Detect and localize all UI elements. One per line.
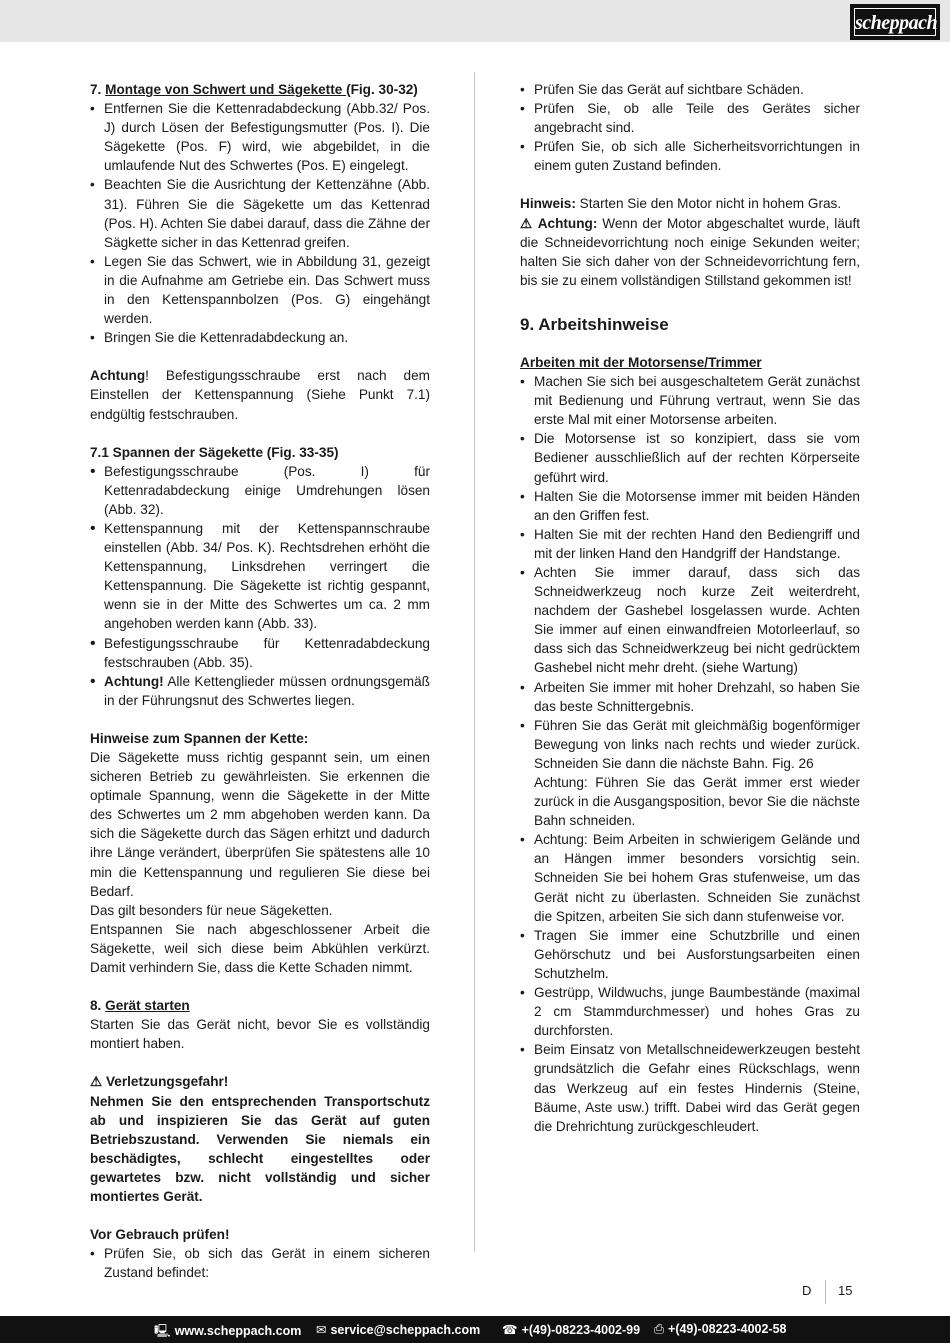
list-item: • Tragen Sie immer eine Schutzbrille und einen Gehörschutz und bei Ausforstungsarbeiten einen Schutzhelm. [520, 926, 860, 983]
fax-icon: ⎙ [654, 1322, 665, 1336]
paragraph: Das gilt besonders für neue Sägeketten. [90, 902, 333, 918]
hinweis-note: Hinweis: Starten Sie den Motor nicht in hohem Gras. [520, 196, 842, 212]
list-item: • Machen Sie sich bei ausgeschaltetem Gerät zunächst mit Bedienung und Führung vertraut, wenn Sie das erste Mal mit einer Motorsense arbeiten. [520, 372, 860, 429]
page-number: 15 [838, 1283, 853, 1298]
brand-logo [850, 4, 940, 40]
list-item: • Achtung! Alle Kettenglieder müssen ordnungsgemäß in der Führungsnut des Schwertes liegen. [90, 672, 430, 710]
list-item: • Halten Sie mit der rechten Hand den Bediengriff und mit der linken Hand den Handgriff der Handstange. [520, 525, 860, 563]
footer-phone-number: +(49)-08223-4002-99 [521, 1323, 641, 1337]
footer-phone [502, 1322, 640, 1337]
list-item: • Gestrüpp, Wildwuchs, junge Baumbestände (maximal 2 cm Stammdurchmesser) und hohes Gras zu durchforsten. [520, 983, 860, 1040]
column-divider [474, 72, 475, 1252]
hinweise-heading: Hinweise zum Spannen der Kette: [90, 730, 309, 746]
list-item: • Die Motorsense ist so konzipiert, dass sie vom Bediener ausschließlich auf der rechten Körperseite geführt wird. [520, 429, 860, 486]
header-bar [0, 0, 950, 42]
warning-heading: ⚠ Verletzungsgefahr! [90, 1074, 229, 1090]
section-7-1-heading: 7.1 Spannen der Sägekette (Fig. 33-35) [90, 444, 339, 460]
list-item-continuation: Achtung: Führen Sie das Gerät immer erst wieder zurück in die Ausgangsposition, bevor Sie die nächste Bahn schneiden. [534, 775, 860, 829]
list-item: • Beim Einsatz von Metallschneidewerkzeugen besteht grundsätzlich die Gefahr eines Rückschlags, wenn das Werkzeug auf ein festes Hindernis (Steine, Bäume, Aste usw.) trifft. Dabei wird das Gerät gegen die Drehrichtung zurückgeschleudert. [520, 1040, 860, 1135]
mail-icon: ✉ [316, 1323, 327, 1337]
section-7-title: Montage von Schwert und Sägekette [105, 82, 347, 97]
list-item: • Befestigungsschraube für Kettenradabdeckung festschrauben (Abb. 35). [90, 634, 430, 672]
vor-gebrauch-heading: Vor Gebrauch prüfen! [90, 1227, 230, 1243]
list-item: • Halten Sie die Motorsense immer mit beiden Händen an den Griffen fest. [520, 487, 860, 525]
left-column [90, 80, 430, 1282]
footer-mail-link[interactable]: service@scheppach.com [330, 1323, 481, 1337]
warning-text: Nehmen Sie den entsprechenden Transportschutz ab und inspizieren Sie das Gerät auf guten Betriebszustand. Verwenden Sie niemals ein beschädigtes, schlecht eingestelltes oder gewartetes bzw. nicht vollständig und sicher montiertes Gerät. [90, 1093, 430, 1204]
list-item: • Prüfen Sie, ob sich das Gerät in einem sicheren Zustand befindet: [90, 1244, 430, 1282]
list-item: • Achtung: Beim Arbeiten in schwierigem Gelände und an Hängen immer besonders vorsichtig sein. Schneiden Sie bei hohem Gras stufenweise, um das Gerät nicht zu überlasten. Schneiden Sie zunächst die Spitzen, arbeiten Sie sich dann stufenweise vor. [520, 830, 860, 925]
list-item: • Beachten Sie die Ausrichtung der Kettenzähne (Abb. 31). Führen Sie die Sägekette um das Kettenrad (Pos. H). Achten Sie dabei darauf, dass die Zähne der Sägkette sicher in das Kettenrad greifen. [90, 175, 430, 251]
language-code: D [802, 1283, 812, 1298]
list-item: • Prüfen Sie das Gerät auf sichtbare Schäden. [520, 80, 860, 99]
footer-web [154, 1322, 301, 1343]
footer-bar [0, 1316, 950, 1343]
brand-logo-text: scheppach [854, 8, 936, 36]
paragraph: Entspannen Sie nach abgeschlossener Arbeit die Sägekette, weil sich diese beim Abkühlen verkürzt. Damit verhindern Sie, dass die Kette Schaden nimmt. [90, 921, 430, 976]
paragraph: Die Sägekette muss richtig gespannt sein, um einen sicheren Betrieb zu gewährleisten. Sie erkennen die optimale Spannung, wenn die Sägekette in der Mitte des Schwertes um 2 mm abgehoben werden kann. Da sich die Sägekette durch das Sägen erhitzt und dadurch ihre Länge verändert, überprüfen Sie spätestens alle 10 min die Kettenspannung und regulieren Sie diese bei Bedarf. [90, 750, 430, 899]
right-column [520, 80, 860, 1136]
list-item: • Kettenspannung mit der Kettenspannschraube einstellen (Abb. 34/ Pos. K). Rechtsdrehen erhöht die Kettenspannung, Linksdrehen verringert die Kettenspannung. Die Sägekette ist richtig gespannt, wenn sie in der Mitte des Schwertes um ca. 2 mm angehoben werden kann (Abb. 33). [90, 519, 430, 634]
section-8-heading: 8. Gerät starten [90, 998, 190, 1014]
list-item: • Prüfen Sie, ob sich alle Sicherheitsvorrichtungen in einem guten Zustand befinden. [520, 137, 860, 175]
list-item: • Entfernen Sie die Kettenradabdeckung (Abb.32/ Pos. J) durch Lösen der Befestigungsmutter (Pos. I). Die Sägekette (Pos. F) wird, wie abgebildet, in die umlaufende Nut des Schwertes (Pos. E) eingelegt. [90, 99, 430, 175]
page-number-divider [825, 1280, 826, 1304]
section-7-heading: 7. Montage von Schwert und Sägekette (Fig. 30-32) [90, 82, 418, 97]
footer-fax [654, 1322, 787, 1337]
computer-icon: 🖳 [154, 1324, 171, 1338]
list-item: • Achten Sie immer darauf, dass sich das Schneidwerkzeug noch kurze Zeit weiterdreht, nachdem der Gashebel losgelassen wurde. Achten Sie immer auf einen einwandfreien Motorleerlauf, so dass sich das Schneidwerkzeug bei nicht gedrücktem Gashebel nicht mehr dreht. (siehe Wartung) [520, 563, 860, 678]
footer-fax-number: +(49)-08223-4002-58 [668, 1322, 787, 1336]
list-item: • Führen Sie das Gerät mit gleichmäßig bogenförmiger Bewegung von links nach rechts und wieder zurück. Schneiden Sie dann die nächste Bahn. Fig. 26 [520, 716, 860, 773]
section-9-subheading: Arbeiten mit der Motorsense/Trimmer [520, 354, 762, 370]
footer-web-link[interactable]: www.scheppach.com [174, 1324, 302, 1338]
list-item: • Legen Sie das Schwert, wie in Abbildung 31, gezeigt in die Aufnahme am Getriebe ein. Das Schwert muss in den Kettenspannbolzen (Pos. G) eingehängt werden. [90, 252, 430, 328]
paragraph: Starten Sie das Gerät nicht, bevor Sie es vollständig montiert haben. [90, 1017, 430, 1052]
footer-mail [316, 1322, 480, 1337]
achtung-note: Achtung! Befestigungsschraube erst nach dem Einstellen der Kettenspannung (Siehe Punkt 7.1) endgültig festschrauben. [90, 368, 430, 422]
achtung-note: ⚠ Achtung: Wenn der Motor abgeschaltet wurde, läuft die Schneidevorrichtung noch einige Sekunden weiter; halten Sie sich daher von der Schneidevorrichtung fern, bis sie zu einem vollständigen Stillstand gekommen ist! [520, 215, 861, 288]
section-9-heading: 9. Arbeitshinweise [520, 314, 669, 334]
list-item: • Bringen Sie die Kettenradabdeckung an. [90, 328, 430, 347]
list-item: • Befestigungsschraube (Pos. I) für Kettenradabdeckung einige Umdrehungen lösen (Abb. 32). [90, 462, 430, 519]
list-item: • Prüfen Sie, ob alle Teile des Gerätes sicher angebracht sind. [520, 99, 860, 137]
phone-icon: ☎ [502, 1323, 518, 1337]
list-item: • Arbeiten Sie immer mit hoher Drehzahl, so haben Sie das beste Schnittergebnis. [520, 678, 860, 716]
